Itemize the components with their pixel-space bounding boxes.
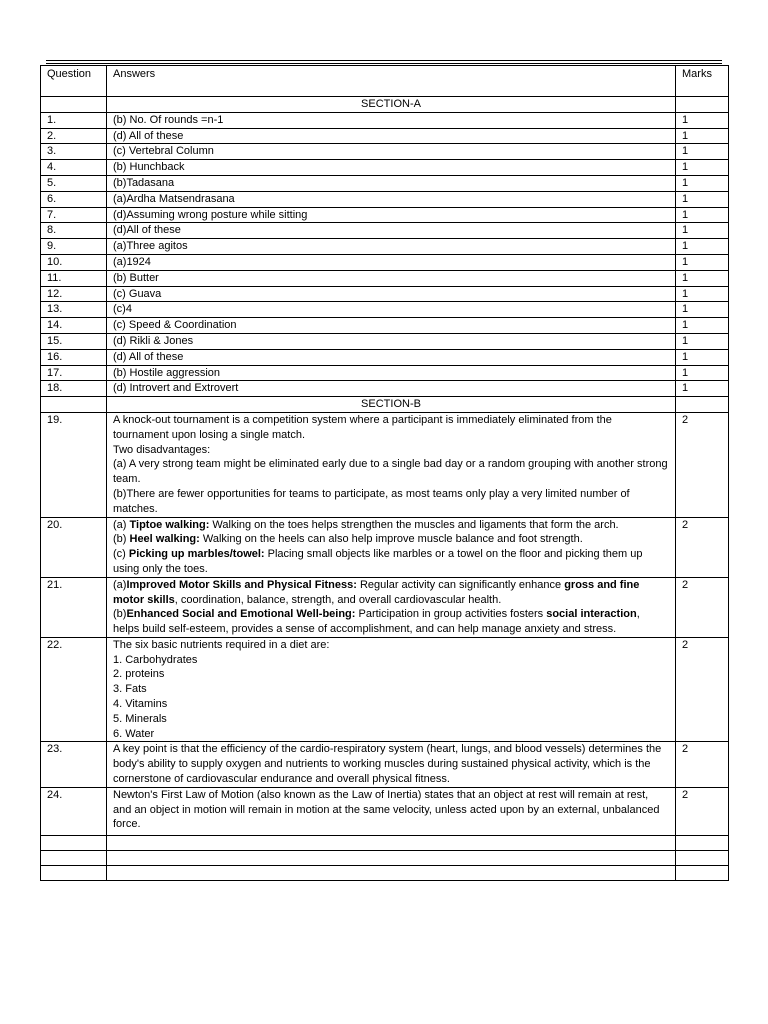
- question-number: 3.: [41, 144, 107, 160]
- nutrient-item: 5. Minerals: [113, 712, 167, 725]
- answer-line: [113, 607, 669, 637]
- answer-line: [113, 518, 669, 533]
- question-number: 7.: [41, 207, 107, 223]
- empty-row: [41, 866, 729, 881]
- table-row: [41, 175, 729, 191]
- answer-cell: [107, 517, 676, 577]
- answer-line: The six basic nutrients required in a diet are:: [113, 638, 330, 651]
- question-number: 5.: [41, 175, 107, 191]
- answer-emphasis: gross and fine motor skills: [113, 578, 640, 606]
- marks-value: 1: [676, 239, 729, 255]
- answer-text: Walking on the toes helps strengthen the muscles and ligaments that form the arch.: [209, 518, 619, 531]
- table-row: [41, 223, 729, 239]
- section-a-title: SECTION-A: [107, 97, 676, 113]
- marks-value: 2: [676, 517, 729, 577]
- table-row: [41, 333, 729, 349]
- question-header: Question: [41, 66, 107, 97]
- answer-prefix: (a): [113, 518, 130, 531]
- marks-value: 2: [676, 577, 729, 637]
- answer-cell: (d)Assuming wrong posture while sitting: [107, 207, 676, 223]
- answer-line: [113, 532, 669, 547]
- answer-line: Two disadvantages:: [113, 443, 211, 456]
- answer-cell: (b)Tadasana: [107, 175, 676, 191]
- marks-value: 1: [676, 160, 729, 176]
- question-number: 18.: [41, 381, 107, 397]
- question-number: 2.: [41, 128, 107, 144]
- answers-header: Answers: [107, 66, 676, 97]
- empty-row: [41, 836, 729, 851]
- marks-value: 2: [676, 787, 729, 835]
- marks-value: 1: [676, 270, 729, 286]
- header-row: [41, 66, 729, 97]
- question-number: 17.: [41, 365, 107, 381]
- answer-cell: (b) Hostile aggression: [107, 365, 676, 381]
- marks-value: 2: [676, 742, 729, 787]
- question-number: 15.: [41, 333, 107, 349]
- answer-cell: (d) All of these: [107, 349, 676, 365]
- table-row: [41, 112, 729, 128]
- marks-value: 2: [676, 412, 729, 517]
- nutrient-item: 2. proteins: [113, 668, 165, 681]
- question-number: 12.: [41, 286, 107, 302]
- header-rule: [46, 60, 722, 64]
- answer-cell: (a)Ardha Matsendrasana: [107, 191, 676, 207]
- table-row: [41, 412, 729, 517]
- answer-cell: (a)Three agitos: [107, 239, 676, 255]
- marks-value: 1: [676, 286, 729, 302]
- table-row: [41, 517, 729, 577]
- nutrient-item: 3. Fats: [113, 683, 147, 696]
- answer-term: Heel walking:: [129, 533, 200, 546]
- table-row: [41, 577, 729, 637]
- question-number: 16.: [41, 349, 107, 365]
- question-number: 10.: [41, 254, 107, 270]
- question-number: 22.: [41, 637, 107, 742]
- answer-cell: (c) Vertebral Column: [107, 144, 676, 160]
- question-number: 14.: [41, 318, 107, 334]
- question-number: 8.: [41, 223, 107, 239]
- answer-text: , helps build self-esteem, provides a sense of accomplishment, and can help manage anxiety and stress.: [113, 608, 640, 636]
- question-number: 20.: [41, 517, 107, 577]
- answer-cell: (b) Hunchback: [107, 160, 676, 176]
- marks-value: 1: [676, 302, 729, 318]
- nutrient-item: 1. Carbohydrates: [113, 653, 198, 666]
- table-row: [41, 742, 729, 787]
- table-row: [41, 207, 729, 223]
- answer-cell: (d) Rikli & Jones: [107, 333, 676, 349]
- answer-cell: (b) Butter: [107, 270, 676, 286]
- table-row: [41, 160, 729, 176]
- answer-cell: (a)1924: [107, 254, 676, 270]
- question-number: 13.: [41, 302, 107, 318]
- answer-text: Walking on the heels can also help improve muscle balance and foot strength.: [199, 533, 583, 546]
- answer-cell: (b) No. Of rounds =n-1: [107, 112, 676, 128]
- section-b-row: [41, 397, 729, 413]
- marks-value: 1: [676, 128, 729, 144]
- question-number: 19.: [41, 412, 107, 517]
- marks-value: 1: [676, 333, 729, 349]
- question-number: 21.: [41, 577, 107, 637]
- answer-key-table: [40, 65, 729, 881]
- answer-term: Enhanced Social and Emotional Well-being:: [126, 608, 356, 621]
- answer-line: [113, 578, 669, 608]
- table-row: [41, 239, 729, 255]
- answer-text: Placing small objects like marbles or a towel on the floor and picking them up using only the toes.: [113, 548, 643, 575]
- question-number: 6.: [41, 191, 107, 207]
- table-row: [41, 270, 729, 286]
- question-number: 1.: [41, 112, 107, 128]
- table-row: [41, 637, 729, 742]
- table-row: [41, 128, 729, 144]
- answer-line: A knock-out tournament is a competition system where a participant is immediately eliminated from the tournament upon losing a single match.: [113, 413, 612, 441]
- table-row: [41, 365, 729, 381]
- answer-text: Participation in group activities fosters: [355, 608, 547, 621]
- marks-value: 1: [676, 112, 729, 128]
- marks-value: 1: [676, 381, 729, 397]
- answer-term: Improved Motor Skills and Physical Fitness:: [126, 578, 357, 591]
- answer-line: (a) A very strong team might be eliminated early due to a single bad day or a random grouping with another strong team.: [113, 458, 668, 486]
- answer-cell: (d) Introvert and Extrovert: [107, 381, 676, 397]
- empty-row: [41, 851, 729, 866]
- answer-prefix: (b): [113, 608, 127, 621]
- table-row: [41, 254, 729, 270]
- answer-text: , coordination, balance, strength, and overall cardiovascular health.: [174, 593, 502, 606]
- marks-value: 1: [676, 349, 729, 365]
- question-number: 23.: [41, 742, 107, 787]
- answer-term: Picking up marbles/towel:: [128, 548, 265, 561]
- answer-text: Regular activity can significantly enhance: [356, 578, 565, 591]
- answer-cell: (c) Guava: [107, 286, 676, 302]
- answer-line: (b)There are fewer opportunities for teams to participate, as most teams only play a very limited number of matches.: [113, 487, 630, 515]
- table-row: [41, 349, 729, 365]
- marks-value: 1: [676, 191, 729, 207]
- answer-prefix: (b): [113, 533, 130, 546]
- answer-cell: [107, 412, 676, 517]
- marks-header: Marks: [676, 66, 729, 97]
- marks-value: 1: [676, 365, 729, 381]
- answer-cell: (d) All of these: [107, 128, 676, 144]
- marks-value: 1: [676, 175, 729, 191]
- table-row: [41, 144, 729, 160]
- answer-cell: (c)4: [107, 302, 676, 318]
- question-number: 24.: [41, 787, 107, 835]
- marks-value: 2: [676, 637, 729, 742]
- answer-cell: A key point is that the efficiency of the cardio-respiratory system (heart, lungs, and blood vessels) determines the body's ability to supply oxygen and nutrients to working muscles during sustained physical activity, which is the cornerstone of cardiovascular endurance and overall physical fitness.: [107, 742, 676, 787]
- marks-value: 1: [676, 207, 729, 223]
- question-number: 4.: [41, 160, 107, 176]
- table-row: [41, 191, 729, 207]
- answer-cell: [107, 637, 676, 742]
- answer-term: Tiptoe walking:: [129, 518, 210, 531]
- table-row: [41, 318, 729, 334]
- answer-line: [113, 547, 669, 577]
- answer-line: Newton's First Law of Motion (also known as the Law of Inertia) states that an object at rest will remain at rest, and an object in motion will remain in motion at the same velocity, unless acted upon by an external, unbalanced force.: [113, 788, 660, 831]
- section-b-title: SECTION-B: [107, 397, 676, 413]
- table-row: [41, 302, 729, 318]
- answer-prefix: (a): [113, 578, 127, 591]
- answer-cell: (d)All of these: [107, 223, 676, 239]
- question-number: 9.: [41, 239, 107, 255]
- answer-prefix: (c): [113, 548, 129, 561]
- marks-value: 1: [676, 254, 729, 270]
- marks-value: 1: [676, 318, 729, 334]
- table-row: [41, 381, 729, 397]
- marks-value: 1: [676, 223, 729, 239]
- question-number: 11.: [41, 270, 107, 286]
- answer-cell: [107, 787, 676, 835]
- answer-cell: [107, 577, 676, 637]
- table-row: [41, 286, 729, 302]
- section-a-row: [41, 97, 729, 113]
- nutrient-item: 4. Vitamins: [113, 698, 168, 711]
- marks-value: 1: [676, 144, 729, 160]
- nutrient-item: 6. Water: [113, 727, 155, 740]
- answer-emphasis: social interaction: [546, 608, 637, 621]
- answer-cell: (c) Speed & Coordination: [107, 318, 676, 334]
- table-row: [41, 787, 729, 835]
